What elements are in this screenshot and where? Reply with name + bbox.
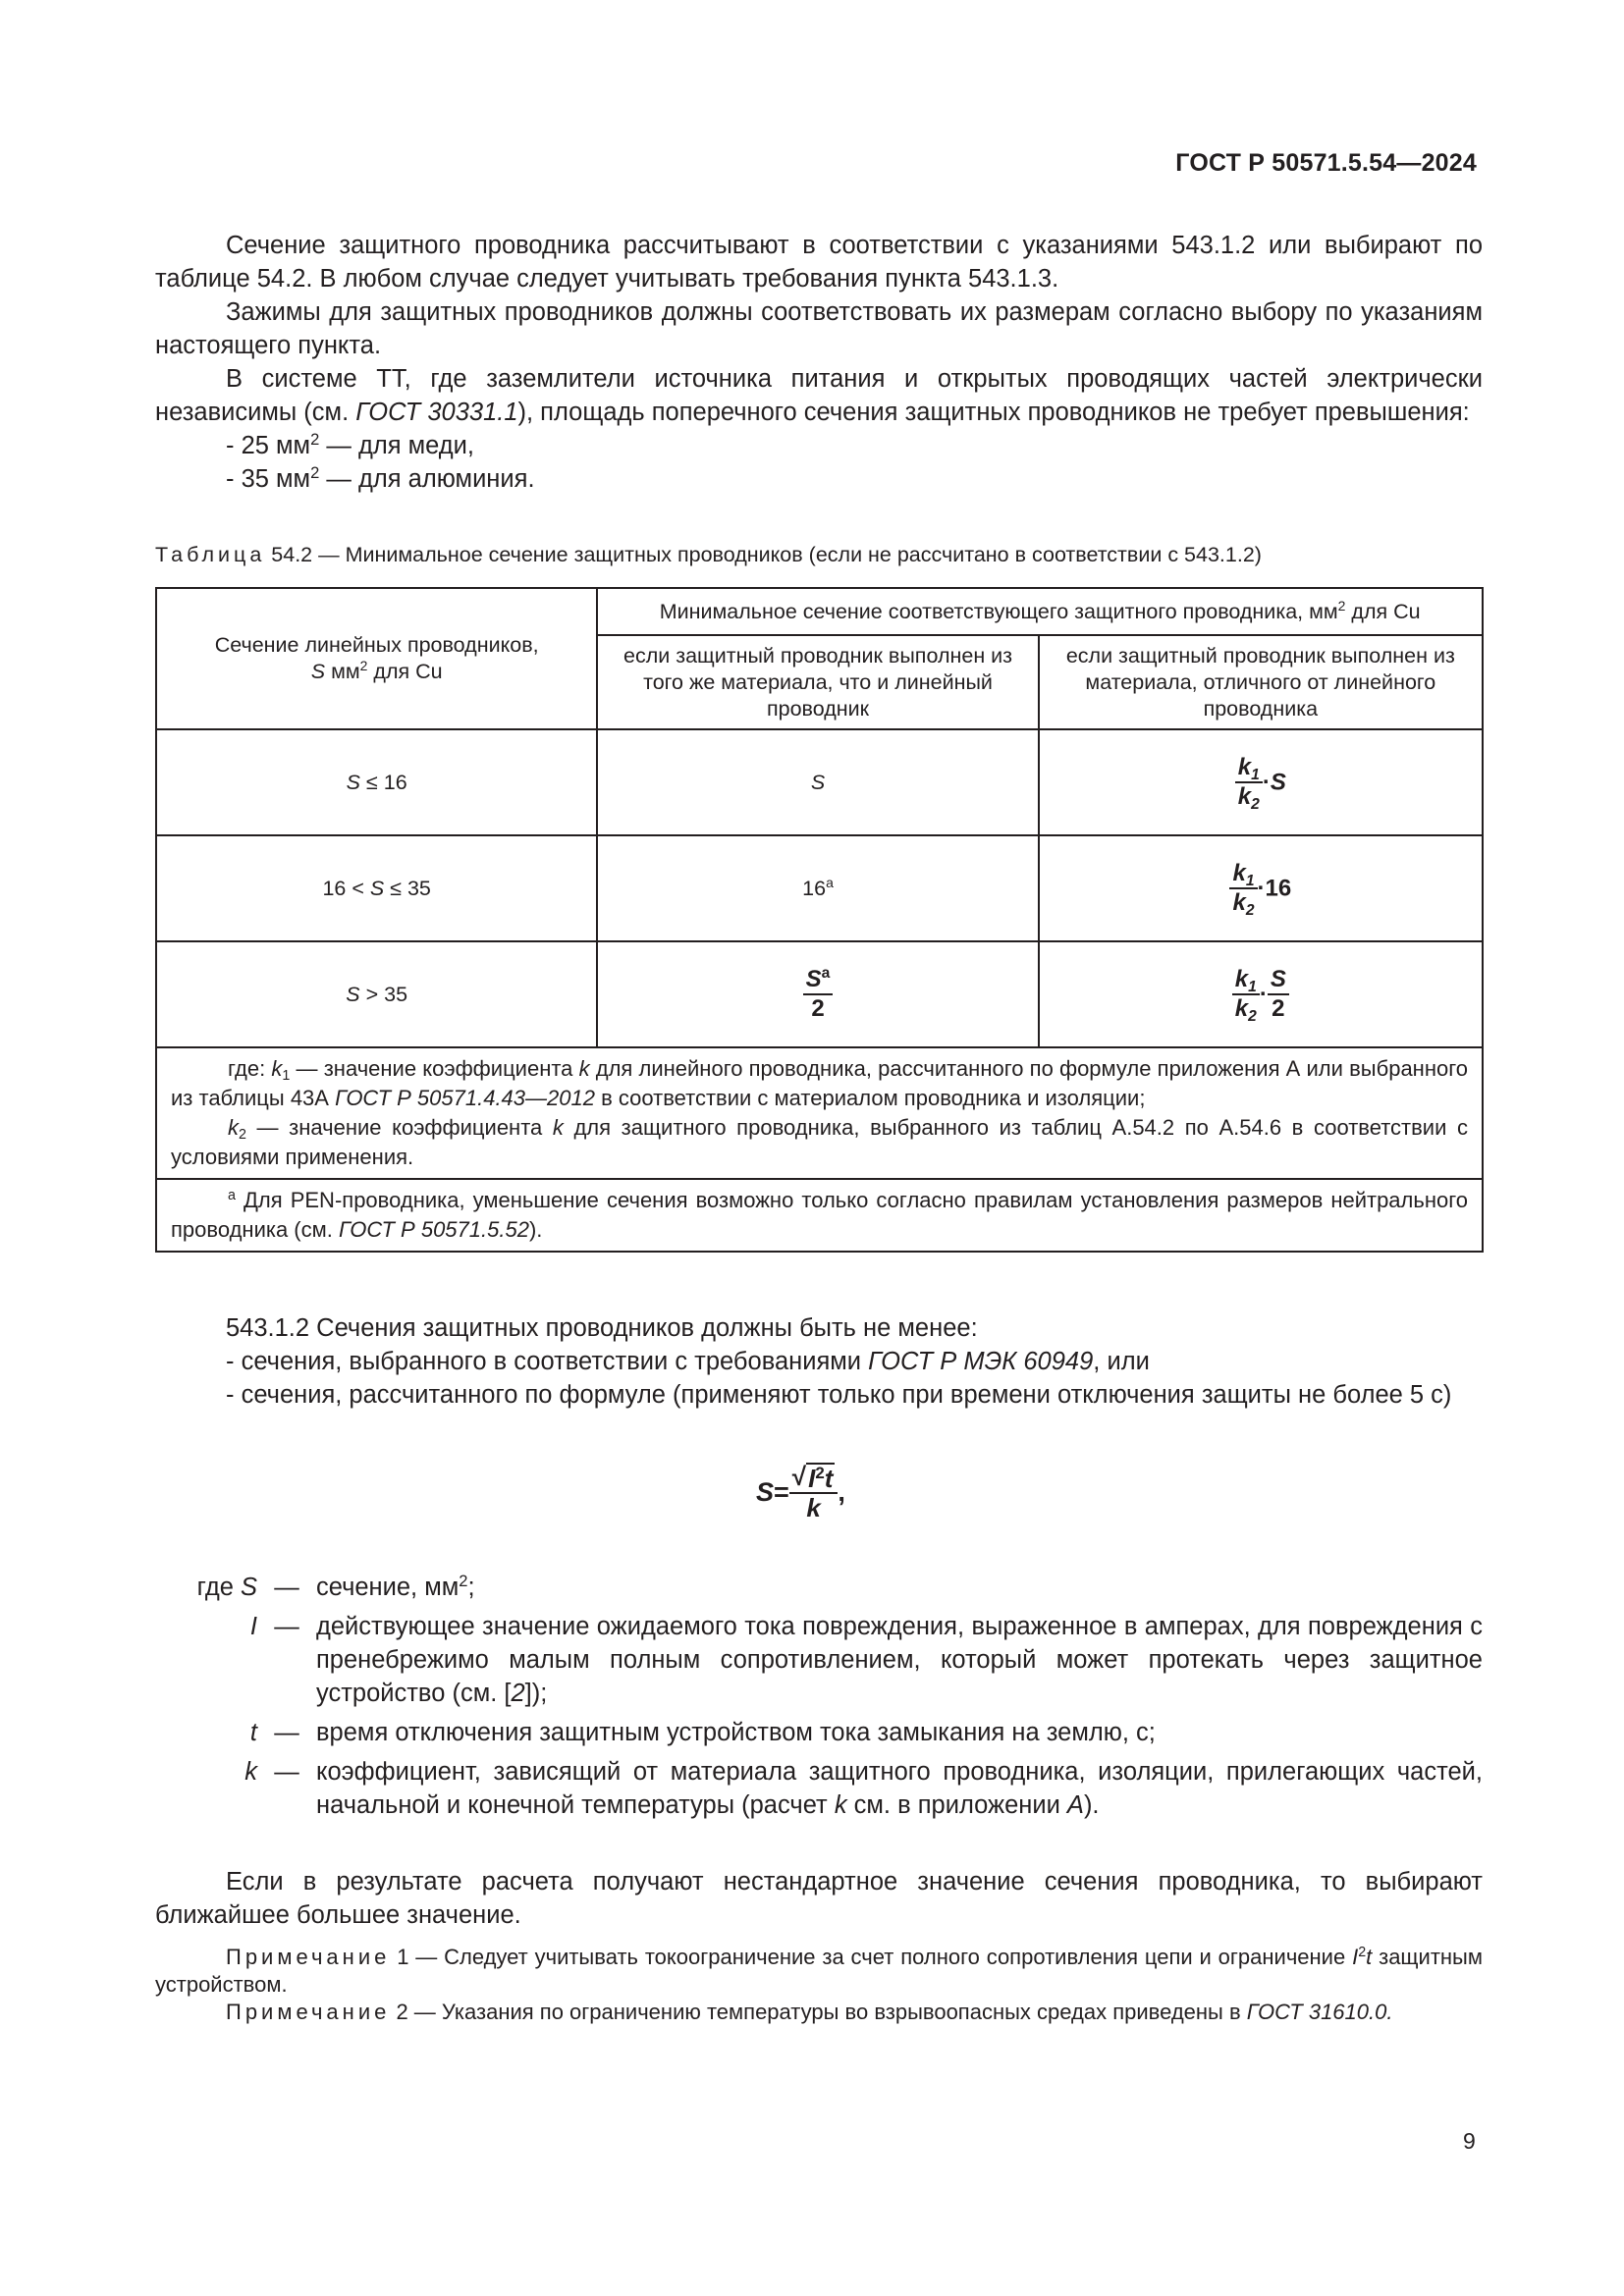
notes-section	[155, 1944, 1483, 2026]
cell-k-ratio-formula: $\frac{k_1}{k_2}$ · $\frac{S}{2}$	[1039, 941, 1483, 1047]
cell-k-ratio-formula: $\frac{k_1}{k_2}$ ·16	[1039, 835, 1483, 941]
intro-paragraph-2: Зажимы для защитных проводников должны соответствовать их размерам согласно выбору по указаниям настоящего пункта.	[155, 298, 1483, 359]
section-formula: S = √ $I^2t$ k ,	[756, 1462, 845, 1522]
table-row	[156, 729, 1483, 835]
table-legend-note: где: $k_1$ — значение коэффициента k для линейного проводника, рассчитанного по формуле приложения А или выбранного из таблицы 43А ГОСТ Р 50571.4.43—2012 в соответствии с материалом проводника и изоляции; $k_2$ — значение коэффициента k для защитного проводника, выбранного из таблиц А.54.2 по А.54.6 в соответствии с условиями применения.	[156, 1047, 1483, 1179]
clause-item-1: - сечения, выбранного в соответствии с требованиями ГОСТ Р МЭК 60949, или	[226, 1348, 1150, 1375]
aluminium-item: - 35 $мм^2$ — для алюминия.	[226, 462, 535, 493]
note-2: Примечание 2 — Указания по ограничению температуры во взрывоопасных средах приведены в ГОСТ 31610.0.	[226, 2000, 1393, 2024]
clause-item-2: - сечения, рассчитанного по формуле (применяют только при времени отключения защиты не более 5 с)	[226, 1381, 1452, 1409]
legend-item: t — время отключения защитным устройством тока замыкания на землю, с;	[249, 1719, 1156, 1746]
intro-section	[155, 229, 1483, 496]
header-different-material: если защитный проводник выполнен из материала, отличного от линейного проводника	[1039, 635, 1483, 729]
formula-legend	[167, 1571, 1483, 1828]
gost-50571-4-43-reference: ГОСТ Р 50571.4.43—2012	[335, 1086, 595, 1110]
copper-item: - 25 $мм^2$ — для меди,	[226, 429, 474, 459]
table-caption: Таблица 54.2 — Минимальное сечение защитных проводников (если не рассчитано в соответствии с 543.1.2)	[155, 543, 1262, 566]
note-1: Примечание 1 — Следует учитывать токоограничение за счет полного сопротивления цепи и ограничение $I^2t$ защитным устройством.	[155, 1945, 1483, 1997]
legend-item: I — действующее значение ожидаемого тока повреждения, выраженное в амперах, для повреждения с пренебрежимо малым полным сопротивлением, который может протекать через защитное устройство (см. [2]);	[249, 1613, 1483, 1707]
cell-same-material-value: $\frac{S^a}{2}$	[597, 941, 1038, 1047]
table-54-2	[155, 587, 1484, 1253]
legend-item: k — коэффициент, зависящий от материала защитного проводника, изоляции, прилегающих частей, начальной и конечной температуры (расчет k см. в приложении А).	[244, 1758, 1483, 1819]
table-row	[156, 941, 1483, 1047]
header-min-protective-section: Минимальное сечение соответствующего защитного проводника, $мм^2$ для Cu	[597, 588, 1483, 635]
gost-50571-5-52-reference: ГОСТ Р 50571.5.52	[338, 1217, 529, 1242]
cell-range-16-35: 16 < S ≤ 35	[156, 835, 597, 941]
standard-header: ГОСТ Р 50571.5.54—2024	[1175, 149, 1477, 177]
cell-same-material-value: S	[597, 729, 1038, 835]
intro-paragraph-3: В системе ТТ, где заземлители источника питания и открытых проводящих частей электрически независимы (см. ГОСТ 30331.1), площадь поперечного сечения защитных проводников не требует превышения:	[155, 365, 1483, 426]
legend-item: где S — сечение, $мм^2$;	[196, 1571, 475, 1601]
cell-range-gt-35: S > 35	[156, 941, 597, 1047]
table-row	[156, 835, 1483, 941]
table-footnote-a: $^a$ Для PEN-проводника, уменьшение сечения возможно только согласно правилам установления размеров нейтрального проводника (см. ГОСТ Р 50571.5.52).	[156, 1179, 1483, 1252]
cell-k-ratio-formula: $\frac{k_1}{k_2}$ ·S	[1039, 729, 1483, 835]
header-line-conductor-section: Сечение линейных проводников, S $мм^2$ для Cu	[156, 588, 597, 729]
cell-range-le-16: S ≤ 16	[156, 729, 597, 835]
header-same-material: если защитный проводник выполнен из того же материала, что и линейный проводник	[597, 635, 1038, 729]
result-section	[155, 1865, 1483, 1932]
gost-iec-60949-reference: ГОСТ Р МЭК 60949	[868, 1348, 1094, 1375]
intro-paragraph-1: Сечение защитного проводника рассчитывают в соответствии с указаниями 543.1.2 или выбирают по таблице 54.2. В любом случае следует учитывать требования пункта 543.1.3.	[155, 232, 1483, 293]
gost-31610-reference: ГОСТ 31610.0.	[1246, 2000, 1393, 2024]
clause-543-1-2	[155, 1311, 1483, 1412]
cell-same-material-value: 16$^a$	[597, 835, 1038, 941]
result-paragraph: Если в результате расчета получают нестандартное значение сечения проводника, то выбирают ближайшее большее значение.	[155, 1868, 1483, 1929]
clause-heading: 543.1.2 Сечения защитных проводников должны быть не менее:	[226, 1314, 978, 1342]
page-number: 9	[1463, 2128, 1476, 2154]
gost-30331-reference: ГОСТ 30331.1	[355, 399, 518, 426]
